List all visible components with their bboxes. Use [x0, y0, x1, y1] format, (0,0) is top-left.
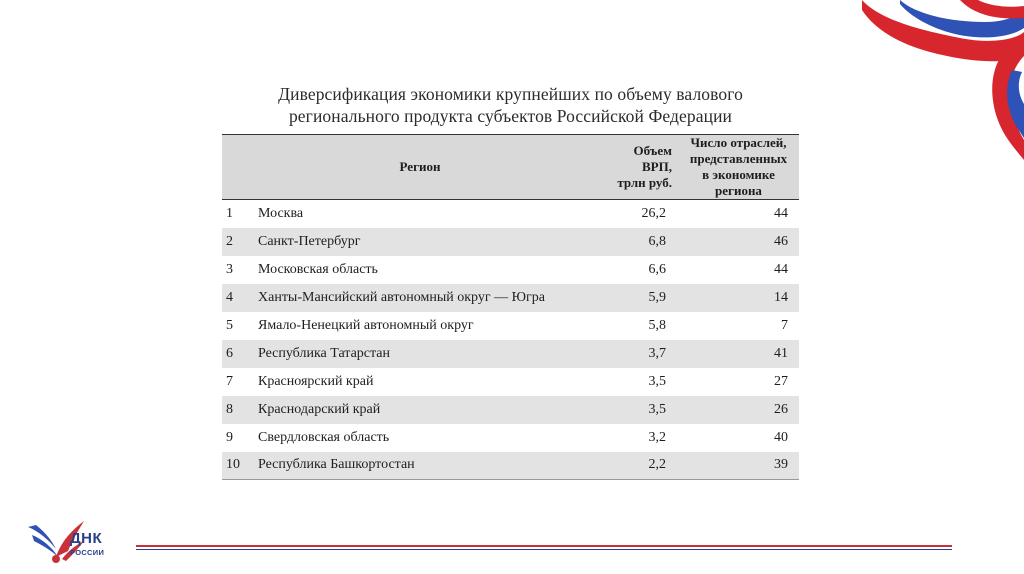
row-grp: 3,2	[648, 429, 666, 445]
row-region: Свердловская область	[258, 429, 390, 445]
row-grp: 3,5	[648, 401, 666, 417]
row-industries: 41	[774, 345, 788, 361]
row-region: Ямало-Ненецкий автономный округ	[258, 317, 474, 333]
row-region: Москва	[258, 205, 304, 221]
title-line-1: Диверсификация экономики крупнейших по объему валового	[278, 84, 743, 104]
footer-rule-red	[136, 545, 952, 547]
row-industries: 27	[774, 373, 788, 389]
title-line-2: регионального продукта субъектов Российской Федерации	[288, 106, 733, 126]
row-grp: 26,2	[641, 205, 666, 221]
footer-rule-blue	[136, 549, 952, 550]
table-row	[222, 396, 799, 424]
row-number: 9	[226, 429, 233, 445]
table-row	[222, 256, 799, 284]
row-number: 10	[226, 457, 240, 473]
header-grp-line: ВРП,	[642, 159, 672, 174]
row-number: 7	[226, 373, 233, 389]
row-number: 6	[226, 345, 233, 361]
row-industries: 44	[774, 205, 788, 221]
row-industries: 46	[774, 233, 788, 249]
row-number: 8	[226, 401, 233, 417]
table-row	[222, 312, 799, 340]
row-industries: 39	[774, 457, 788, 473]
row-region: Ханты-Мансийский автономный округ — Югра	[258, 289, 545, 305]
row-region: Санкт-Петербург	[258, 233, 361, 249]
header-grp-line: Объем	[633, 143, 672, 158]
row-grp: 5,9	[648, 289, 666, 305]
row-industries: 7	[781, 317, 788, 333]
table-row	[222, 452, 799, 480]
table-row	[222, 368, 799, 396]
header-region: Регион	[399, 159, 441, 174]
row-industries: 44	[774, 261, 788, 277]
table-row	[222, 284, 799, 312]
row-region: Краснодарский край	[258, 401, 381, 417]
header-industries	[680, 135, 799, 200]
row-industries: 40	[774, 429, 788, 445]
table-row	[222, 200, 799, 228]
row-grp: 5,8	[648, 317, 666, 333]
row-grp: 3,7	[648, 345, 666, 361]
header-grp-line: трлн руб.	[617, 175, 672, 190]
row-grp: 6,6	[648, 261, 666, 277]
table-header-row	[222, 135, 799, 200]
table-row	[222, 228, 799, 256]
row-number: 5	[226, 317, 233, 333]
row-region: Республика Башкортостан	[258, 457, 415, 473]
logo-subtitle: РОССИИ	[70, 548, 105, 557]
row-grp: 3,5	[648, 373, 666, 389]
row-region: Красноярский край	[258, 373, 374, 389]
row-number: 4	[226, 289, 233, 305]
table-title	[222, 83, 799, 127]
logo-name: ДНК	[70, 530, 103, 547]
row-grp: 2,2	[648, 457, 666, 473]
header-industries-line: Число отраслей,	[690, 135, 787, 150]
row-industries: 26	[774, 401, 788, 417]
table-row	[222, 424, 799, 452]
header-industries-line: в экономике региона	[702, 167, 775, 198]
row-number: 1	[226, 205, 233, 221]
row-number: 2	[226, 233, 233, 249]
table-row	[222, 340, 799, 368]
header-industries-line: представленных	[689, 151, 788, 166]
row-region: Республика Татарстан	[258, 345, 391, 361]
gdp-diversification-table	[222, 134, 799, 480]
row-number: 3	[226, 261, 233, 277]
row-industries: 14	[774, 289, 788, 305]
row-grp: 6,8	[648, 233, 666, 249]
row-region: Московская область	[258, 261, 378, 277]
header-grp	[588, 135, 680, 200]
